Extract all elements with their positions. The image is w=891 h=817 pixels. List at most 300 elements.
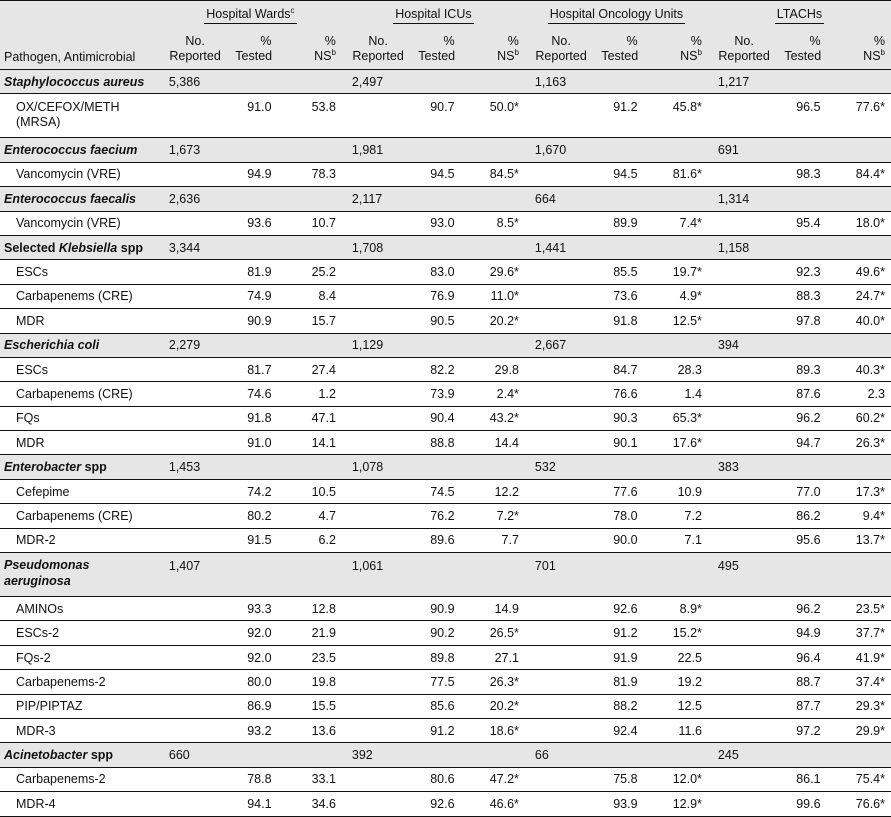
- pct-ns-value: 28.3: [646, 357, 708, 381]
- empty-cell: [280, 187, 342, 211]
- count-reported: 394: [708, 333, 780, 357]
- count-reported: 66: [525, 743, 597, 767]
- empty-cell: [708, 357, 780, 381]
- empty-cell: [525, 162, 597, 186]
- empty-cell: [159, 382, 231, 406]
- antimicrobial-row: [0, 670, 891, 694]
- count-reported: 1,217: [708, 70, 780, 94]
- empty-cell: [414, 187, 462, 211]
- antimicrobial-name: ESCs: [0, 357, 159, 381]
- pathogen-row: [0, 187, 891, 211]
- pct-ns-value: 11.6: [646, 718, 708, 742]
- count-reported: 660: [159, 743, 231, 767]
- group-header-ltachs: LTACHs: [708, 1, 891, 30]
- count-reported: 1,673: [159, 138, 231, 162]
- empty-cell: [159, 260, 231, 284]
- pct-ns-value: 18.6*: [463, 718, 525, 742]
- pct-ns-value: 41.9*: [829, 645, 891, 669]
- pct-ns-value: 29.9*: [829, 718, 891, 742]
- count-reported: 2,636: [159, 187, 231, 211]
- pct-ns-value: 81.6*: [646, 162, 708, 186]
- pct-ns-header: % $NS^b$: [463, 29, 525, 70]
- count-reported: 1,061: [342, 553, 414, 597]
- count-reported: 5,386: [159, 70, 231, 94]
- empty-cell: [708, 431, 780, 455]
- pct-ns-value: 13.7*: [829, 528, 891, 552]
- pct-ns-header: % $NS^b$: [829, 29, 891, 70]
- pathogen-row: [0, 743, 891, 767]
- empty-cell: [708, 597, 780, 621]
- empty-cell: [342, 406, 414, 430]
- pct-tested-value: 80.6: [414, 767, 462, 791]
- count-reported: 383: [708, 455, 780, 479]
- empty-cell: [708, 94, 780, 138]
- count-reported: 1,981: [342, 138, 414, 162]
- empty-cell: [159, 406, 231, 430]
- pct-tested-value: 91.2: [597, 621, 645, 645]
- pct-ns-header: % $NS^b$: [646, 29, 708, 70]
- pathogen-row: [0, 333, 891, 357]
- empty-cell: [708, 382, 780, 406]
- pct-tested-value: 74.6: [231, 382, 279, 406]
- pct-tested-value: 87.7: [780, 694, 828, 718]
- pct-ns-value: 12.9*: [646, 792, 708, 816]
- pct-tested-value: 81.9: [597, 670, 645, 694]
- empty-cell: [597, 333, 645, 357]
- pct-ns-value: 65.3*: [646, 406, 708, 430]
- empty-cell: [646, 455, 708, 479]
- pct-tested-value: 77.5: [414, 670, 462, 694]
- antimicrobial-row: [0, 528, 891, 552]
- empty-cell: [414, 455, 462, 479]
- empty-cell: [525, 94, 597, 138]
- header-corner: [0, 1, 159, 30]
- antimicrobial-name: MDR-3: [0, 718, 159, 742]
- pct-tested-value: 94.9: [231, 162, 279, 186]
- pct-tested-value: 77.6: [597, 479, 645, 503]
- pct-ns-value: 19.2: [646, 670, 708, 694]
- empty-cell: [525, 528, 597, 552]
- empty-cell: [708, 504, 780, 528]
- pct-ns-value: 12.0*: [646, 767, 708, 791]
- empty-cell: [342, 792, 414, 816]
- empty-cell: [231, 455, 279, 479]
- antimicrobial-name: Carbapenems (CRE): [0, 284, 159, 308]
- antimicrobial-row: [0, 382, 891, 406]
- group-header-wards: Hospital Wards$^c$: [159, 1, 342, 30]
- pct-ns-value: 2.3: [829, 382, 891, 406]
- pct-tested-value: 74.5: [414, 479, 462, 503]
- empty-cell: [342, 645, 414, 669]
- pathogen-row: [0, 553, 891, 597]
- empty-cell: [342, 528, 414, 552]
- empty-cell: [646, 70, 708, 94]
- count-reported: 701: [525, 553, 597, 597]
- empty-cell: [708, 309, 780, 333]
- antimicrobial-name: ESCs-2: [0, 621, 159, 645]
- pct-tested-value: 94.1: [231, 792, 279, 816]
- antimicrobial-name: PIP/PIPTAZ: [0, 694, 159, 718]
- empty-cell: [525, 382, 597, 406]
- empty-cell: [463, 187, 525, 211]
- pct-ns-value: 12.2: [463, 479, 525, 503]
- empty-cell: [780, 70, 828, 94]
- count-reported: 1,441: [525, 235, 597, 259]
- empty-cell: [708, 479, 780, 503]
- pct-ns-value: 15.2*: [646, 621, 708, 645]
- empty-cell: [231, 187, 279, 211]
- empty-cell: [780, 333, 828, 357]
- pct-ns-value: 15.7: [280, 309, 342, 333]
- pct-tested-value: 90.0: [597, 528, 645, 552]
- empty-cell: [829, 455, 891, 479]
- pct-tested-value: 88.7: [780, 670, 828, 694]
- pct-tested-header: % Tested: [231, 29, 279, 70]
- pct-tested-value: 92.3: [780, 260, 828, 284]
- empty-cell: [280, 455, 342, 479]
- pct-ns-value: 45.8*: [646, 94, 708, 138]
- empty-cell: [597, 235, 645, 259]
- pct-tested-value: 74.9: [231, 284, 279, 308]
- empty-cell: [829, 187, 891, 211]
- antimicrobial-row: [0, 479, 891, 503]
- pct-ns-value: 84.4*: [829, 162, 891, 186]
- empty-cell: [708, 792, 780, 816]
- pct-ns-value: 24.7*: [829, 284, 891, 308]
- pct-tested-value: 85.6: [414, 694, 462, 718]
- pct-ns-value: 23.5: [280, 645, 342, 669]
- empty-cell: [414, 235, 462, 259]
- empty-cell: [525, 284, 597, 308]
- count-reported: 1,129: [342, 333, 414, 357]
- empty-cell: [780, 138, 828, 162]
- empty-cell: [231, 553, 279, 597]
- pathogen-row: [0, 70, 891, 94]
- empty-cell: [525, 694, 597, 718]
- empty-cell: [159, 694, 231, 718]
- pct-ns-value: 12.5: [646, 694, 708, 718]
- empty-cell: [231, 743, 279, 767]
- empty-cell: [342, 597, 414, 621]
- pct-tested-value: 92.4: [597, 718, 645, 742]
- pct-tested-value: 84.7: [597, 357, 645, 381]
- empty-cell: [159, 309, 231, 333]
- pct-ns-value: 8.4: [280, 284, 342, 308]
- antimicrobial-row: [0, 597, 891, 621]
- pct-ns-value: 29.6*: [463, 260, 525, 284]
- pct-ns-value: 9.4*: [829, 504, 891, 528]
- pct-tested-header: % Tested: [597, 29, 645, 70]
- pct-tested-value: 83.0: [414, 260, 462, 284]
- empty-cell: [342, 382, 414, 406]
- pct-ns-value: 15.5: [280, 694, 342, 718]
- antimicrobial-row: [0, 162, 891, 186]
- empty-cell: [159, 621, 231, 645]
- empty-cell: [525, 406, 597, 430]
- pct-tested-value: 91.0: [231, 94, 279, 138]
- pct-ns-value: 14.4: [463, 431, 525, 455]
- pct-tested-value: 73.9: [414, 382, 462, 406]
- pct-tested-value: 92.0: [231, 645, 279, 669]
- empty-cell: [159, 528, 231, 552]
- antimicrobial-name: MDR: [0, 431, 159, 455]
- empty-cell: [708, 694, 780, 718]
- antimicrobial-row: [0, 792, 891, 816]
- empty-cell: [780, 235, 828, 259]
- pct-ns-value: 37.7*: [829, 621, 891, 645]
- pct-ns-value: 23.5*: [829, 597, 891, 621]
- empty-cell: [780, 553, 828, 597]
- pct-tested-value: 94.9: [780, 621, 828, 645]
- pct-ns-value: 50.0*: [463, 94, 525, 138]
- pct-ns-value: 18.0*: [829, 211, 891, 235]
- empty-cell: [829, 235, 891, 259]
- empty-cell: [646, 333, 708, 357]
- empty-cell: [280, 333, 342, 357]
- pathogen-name: Staphylococcus aureus: [0, 70, 159, 94]
- empty-cell: [342, 694, 414, 718]
- pct-ns-value: 10.5: [280, 479, 342, 503]
- empty-cell: [829, 138, 891, 162]
- pct-ns-value: 49.6*: [829, 260, 891, 284]
- pct-tested-value: 81.7: [231, 357, 279, 381]
- pct-tested-value: 94.5: [414, 162, 462, 186]
- pct-tested-value: 89.9: [597, 211, 645, 235]
- empty-cell: [829, 333, 891, 357]
- count-reported: 245: [708, 743, 780, 767]
- count-reported: 2,667: [525, 333, 597, 357]
- count-reported: 1,407: [159, 553, 231, 597]
- pct-tested-value: 93.2: [231, 718, 279, 742]
- pct-tested-value: 95.6: [780, 528, 828, 552]
- empty-cell: [597, 455, 645, 479]
- pct-tested-value: 75.8: [597, 767, 645, 791]
- antimicrobial-name: Carbapenems-2: [0, 670, 159, 694]
- empty-cell: [280, 70, 342, 94]
- pct-ns-value: 8.5*: [463, 211, 525, 235]
- pct-tested-value: 97.2: [780, 718, 828, 742]
- pct-tested-value: 99.6: [780, 792, 828, 816]
- empty-cell: [708, 718, 780, 742]
- empty-cell: [342, 94, 414, 138]
- empty-cell: [159, 94, 231, 138]
- empty-cell: [525, 431, 597, 455]
- pct-tested-value: 98.3: [780, 162, 828, 186]
- empty-cell: [342, 621, 414, 645]
- pct-tested-value: 74.2: [231, 479, 279, 503]
- empty-cell: [708, 284, 780, 308]
- pct-tested-value: 93.0: [414, 211, 462, 235]
- pct-tested-value: 91.2: [414, 718, 462, 742]
- count-reported: 532: [525, 455, 597, 479]
- antimicrobial-name: OX/CEFOX/METH (MRSA): [0, 94, 159, 138]
- pct-ns-value: 7.4*: [646, 211, 708, 235]
- empty-cell: [342, 479, 414, 503]
- antimicrobial-row: [0, 694, 891, 718]
- count-reported: 1,163: [525, 70, 597, 94]
- empty-cell: [414, 333, 462, 357]
- empty-cell: [159, 162, 231, 186]
- empty-cell: [159, 767, 231, 791]
- pct-tested-header: % Tested: [414, 29, 462, 70]
- antimicrobial-name: AMINOs: [0, 597, 159, 621]
- empty-cell: [159, 792, 231, 816]
- empty-cell: [342, 670, 414, 694]
- pct-tested-value: 91.9: [597, 645, 645, 669]
- pathogen-name: Pseudomonas aeruginosa: [0, 553, 159, 597]
- antimicrobial-row: [0, 504, 891, 528]
- empty-cell: [159, 718, 231, 742]
- pct-tested-value: 76.9: [414, 284, 462, 308]
- header-group-row: [0, 1, 891, 30]
- empty-cell: [780, 743, 828, 767]
- pct-tested-value: 90.4: [414, 406, 462, 430]
- pct-ns-value: 14.1: [280, 431, 342, 455]
- pct-ns-value: 26.3*: [463, 670, 525, 694]
- antimicrobial-name: MDR-2: [0, 528, 159, 552]
- empty-cell: [231, 333, 279, 357]
- empty-cell: [463, 138, 525, 162]
- pct-ns-value: 60.2*: [829, 406, 891, 430]
- empty-cell: [525, 670, 597, 694]
- empty-cell: [525, 504, 597, 528]
- pct-tested-value: 78.0: [597, 504, 645, 528]
- pct-ns-value: 53.8: [280, 94, 342, 138]
- pct-ns-value: 14.9: [463, 597, 525, 621]
- pct-tested-value: 89.8: [414, 645, 462, 669]
- pathogen-name: Escherichia coli: [0, 333, 159, 357]
- empty-cell: [342, 431, 414, 455]
- empty-cell: [342, 162, 414, 186]
- pct-tested-value: 93.9: [597, 792, 645, 816]
- empty-cell: [280, 235, 342, 259]
- antimicrobial-row: [0, 260, 891, 284]
- pct-ns-value: 27.1: [463, 645, 525, 669]
- pct-tested-value: 86.9: [231, 694, 279, 718]
- empty-cell: [342, 211, 414, 235]
- pct-tested-value: 89.6: [414, 528, 462, 552]
- antimicrobial-row: [0, 621, 891, 645]
- empty-cell: [780, 187, 828, 211]
- empty-cell: [597, 70, 645, 94]
- empty-cell: [525, 479, 597, 503]
- antimicrobial-name: FQs: [0, 406, 159, 430]
- empty-cell: [708, 162, 780, 186]
- pathogen-column-header: Pathogen, Antimicrobial: [0, 29, 159, 70]
- pct-ns-value: 7.7: [463, 528, 525, 552]
- empty-cell: [646, 553, 708, 597]
- count-reported: 2,279: [159, 333, 231, 357]
- pct-tested-value: 80.2: [231, 504, 279, 528]
- pct-ns-value: 12.8: [280, 597, 342, 621]
- pct-tested-value: 93.3: [231, 597, 279, 621]
- pct-tested-value: 88.3: [780, 284, 828, 308]
- empty-cell: [646, 235, 708, 259]
- pct-ns-value: 11.0*: [463, 284, 525, 308]
- empty-cell: [525, 767, 597, 791]
- pct-tested-value: 76.2: [414, 504, 462, 528]
- count-reported: 1,158: [708, 235, 780, 259]
- pct-tested-value: 93.6: [231, 211, 279, 235]
- pathogen-name: Enterococcus faecalis: [0, 187, 159, 211]
- empty-cell: [829, 743, 891, 767]
- empty-cell: [525, 718, 597, 742]
- pct-ns-value: 7.2*: [463, 504, 525, 528]
- pct-tested-value: 90.7: [414, 94, 462, 138]
- antimicrobial-name: Carbapenems (CRE): [0, 504, 159, 528]
- pct-tested-value: 91.5: [231, 528, 279, 552]
- empty-cell: [597, 743, 645, 767]
- antimicrobial-row: [0, 94, 891, 138]
- empty-cell: [414, 138, 462, 162]
- pct-ns-value: 10.9: [646, 479, 708, 503]
- empty-cell: [231, 235, 279, 259]
- empty-cell: [159, 479, 231, 503]
- empty-cell: [342, 284, 414, 308]
- pathogen-name: Enterococcus faecium: [0, 138, 159, 162]
- empty-cell: [525, 211, 597, 235]
- empty-cell: [159, 284, 231, 308]
- pct-ns-value: 40.3*: [829, 357, 891, 381]
- empty-cell: [525, 260, 597, 284]
- pct-tested-value: 91.8: [597, 309, 645, 333]
- pct-ns-value: 1.4: [646, 382, 708, 406]
- antimicrobial-name: Vancomycin (VRE): [0, 211, 159, 235]
- pct-tested-value: 91.8: [231, 406, 279, 430]
- count-reported: 1,078: [342, 455, 414, 479]
- empty-cell: [280, 743, 342, 767]
- pct-tested-value: 94.7: [780, 431, 828, 455]
- pct-tested-value: 76.6: [597, 382, 645, 406]
- pct-tested-value: 97.8: [780, 309, 828, 333]
- empty-cell: [159, 431, 231, 455]
- empty-cell: [463, 333, 525, 357]
- pct-ns-value: 77.6*: [829, 94, 891, 138]
- antimicrobial-name: Cefepime: [0, 479, 159, 503]
- pct-ns-value: 1.2: [280, 382, 342, 406]
- pct-ns-value: 7.1: [646, 528, 708, 552]
- pct-ns-value: 26.3*: [829, 431, 891, 455]
- count-reported: 2,117: [342, 187, 414, 211]
- empty-cell: [159, 504, 231, 528]
- empty-cell: [708, 406, 780, 430]
- count-reported: 691: [708, 138, 780, 162]
- pct-tested-value: 73.6: [597, 284, 645, 308]
- empty-cell: [159, 670, 231, 694]
- pct-ns-value: 22.5: [646, 645, 708, 669]
- empty-cell: [159, 357, 231, 381]
- pct-tested-value: 92.6: [414, 792, 462, 816]
- pct-ns-value: 75.4*: [829, 767, 891, 791]
- pct-ns-value: 17.3*: [829, 479, 891, 503]
- antimicrobial-name: MDR-4: [0, 792, 159, 816]
- count-reported: 495: [708, 553, 780, 597]
- empty-cell: [231, 138, 279, 162]
- empty-cell: [708, 260, 780, 284]
- pct-tested-value: 96.2: [780, 597, 828, 621]
- pct-ns-value: 84.5*: [463, 162, 525, 186]
- pct-ns-value: 7.2: [646, 504, 708, 528]
- pct-tested-value: 92.0: [231, 621, 279, 645]
- pct-tested-value: 90.2: [414, 621, 462, 645]
- empty-cell: [463, 235, 525, 259]
- pct-ns-value: 27.4: [280, 357, 342, 381]
- empty-cell: [525, 597, 597, 621]
- empty-cell: [463, 455, 525, 479]
- antimicrobial-row: [0, 357, 891, 381]
- empty-cell: [159, 645, 231, 669]
- empty-cell: [414, 70, 462, 94]
